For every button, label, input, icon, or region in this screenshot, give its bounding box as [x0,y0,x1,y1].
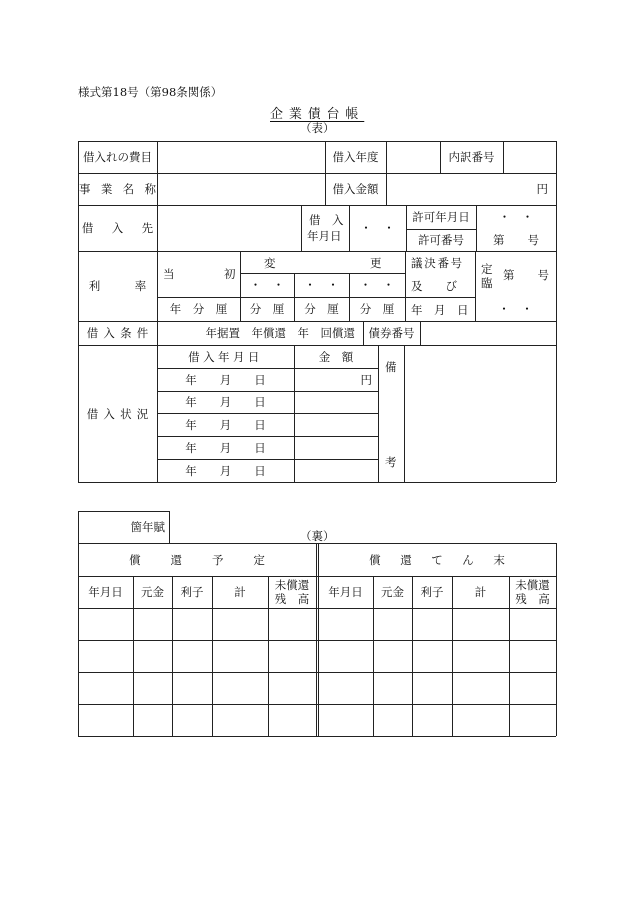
initial-label-2: 初 [224,267,236,281]
form-number-label: 様式第18号（第98条関係） [78,85,223,99]
initial-label-1: 当 [163,267,175,281]
expense-item-label: 借入れの費目 [83,150,152,164]
change-label-2: 更 [370,256,382,270]
amount-field[interactable] [386,173,556,205]
permit-number-label: 許可番号 [418,233,464,247]
status-row-date[interactable]: 年 月 日 [185,440,266,455]
lender-field[interactable] [157,205,301,251]
status-row-date[interactable]: 年 月 日 [185,463,266,478]
status-amount-unit: 円 [360,372,372,387]
status-row-amount[interactable] [294,413,378,436]
amount-unit: 円 [536,182,548,196]
session-date-field[interactable]: ・ ・ [498,302,533,316]
project-name-field[interactable] [157,173,325,205]
bond-number-label: 債券番号 [368,326,415,340]
table-row[interactable] [78,608,556,640]
permit-date-label: 許可年月日 [412,210,470,224]
plan-col-total: 計 [234,585,246,599]
status-row-amount[interactable] [294,391,378,413]
resolution-label-line1: 議決番号 [411,256,464,270]
status-row-amount[interactable] [294,436,378,459]
breakdown-number-label: 内訳番号 [448,150,495,164]
borrowing-status-label: 借入状況 [86,406,154,421]
remarks-field[interactable] [404,345,556,482]
permit-date-field[interactable]: ・ ・ [498,210,534,224]
installment-years-field[interactable] [78,511,169,543]
initial-rate-units[interactable]: 年 分 厘 [169,302,228,316]
status-row-date[interactable]: 年 月 日 [185,417,266,432]
installment-years-label: 箇年賦 [130,520,165,534]
plan-col-interest: 利子 [180,585,204,599]
session-label-extra: 臨 [481,276,493,290]
change-date-2[interactable]: ・ ・ [304,278,339,292]
page-title: 企業債台帳 [270,107,365,122]
lender-label: 借入先 [81,221,172,235]
interest-rate-label: 利 率 [88,279,147,293]
plan-col-remaining: 未償還 残 高 [274,578,310,606]
amount-label: 借入金額 [332,182,379,196]
resolution-label-line2: 及 び [411,279,457,293]
status-row-date[interactable]: 年 月 日 [185,395,266,409]
project-name-label: 事業名称 [78,182,167,196]
change-rate-units-3[interactable]: 分 厘 [359,302,395,316]
change-rate-units-1[interactable]: 分 厘 [249,302,285,316]
status-column-date: 借入年月日 [188,349,263,364]
actual-col-remaining: 未償還 残 高 [515,578,550,606]
conditions-label: 借入条件 [86,326,154,340]
actual-col-date: 年月日 [328,585,363,599]
bond-number-field[interactable] [420,321,556,345]
conditions-text[interactable]: 年据置 年償還 年 回償還 [205,326,355,340]
table-row[interactable] [78,672,556,704]
borrow-date-field[interactable]: ・ ・ [360,221,395,235]
permit-number-field[interactable]: 第 号 [493,233,539,247]
status-row-amount[interactable] [294,459,378,482]
table-row[interactable] [78,640,556,672]
actual-col-interest: 利子 [420,585,444,599]
borrow-date-label-line2: 年月日 [307,229,342,243]
back-side-label: （裏） [300,529,335,543]
actual-col-principal: 元金 [381,585,404,599]
actual-col-total: 計 [474,585,487,599]
remarks-label-bottom: 考 [385,455,397,469]
status-row-date[interactable]: 年 月 日 [185,372,266,387]
repayment-plan-header: 償還予定 [129,552,295,567]
fiscal-year-field[interactable] [386,141,440,173]
change-rate-units-2[interactable]: 分 厘 [304,302,339,316]
plan-col-date: 年月日 [88,585,123,599]
remarks-label-top: 備 [385,360,397,374]
resolution-label-line3: 年 月 日 [411,303,469,317]
fiscal-year-label: 借入年度 [332,150,379,164]
expense-item-field[interactable] [157,141,325,173]
change-date-3[interactable]: ・ ・ [359,278,395,292]
breakdown-number-field[interactable] [503,141,556,173]
borrow-date-label-line1: 借 入 [309,213,344,227]
front-side-label: （表） [300,121,335,135]
status-row-amount[interactable] [294,368,378,391]
plan-col-principal: 元金 [141,585,164,599]
change-date-1[interactable]: ・ ・ [249,278,285,292]
repayment-actual-header: 償還てん末 [369,552,525,567]
table-row[interactable] [78,704,556,736]
session-label-regular: 定 [481,262,493,276]
session-number-field[interactable]: 第 号 [503,268,549,282]
status-column-amount: 金 額 [318,349,354,364]
change-label-1: 変 [264,256,276,270]
